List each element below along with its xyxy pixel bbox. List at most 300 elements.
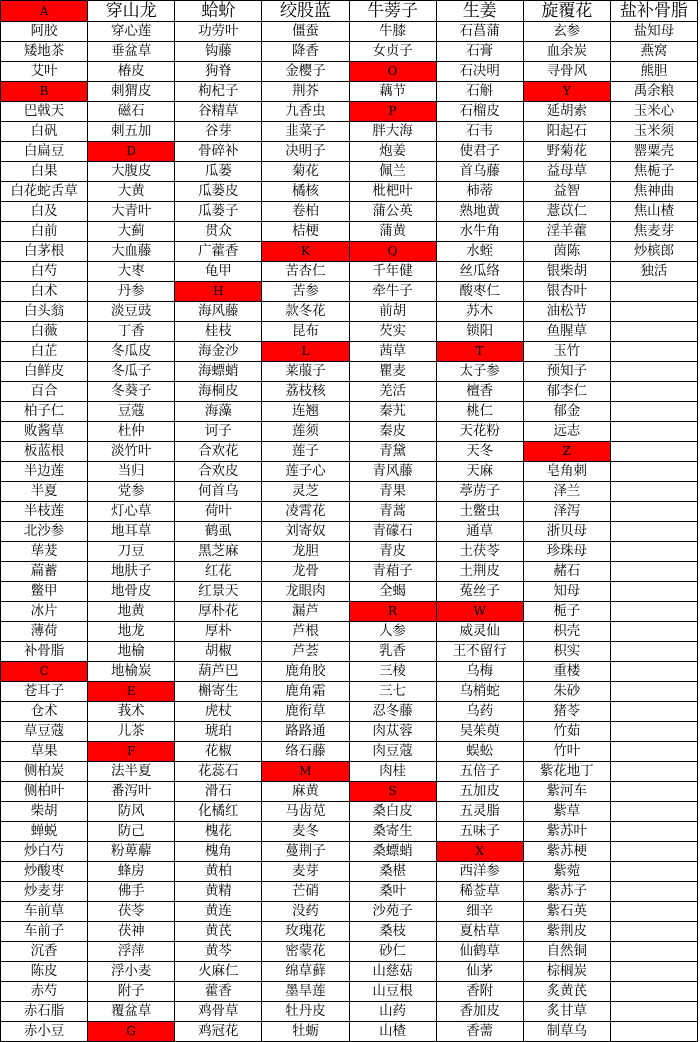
- table-cell: 炒麦芽: [1, 882, 88, 902]
- table-cell: 牵牛子: [349, 282, 436, 302]
- letter-marker-cell: K: [262, 242, 349, 262]
- table-cell: 地骨皮: [88, 582, 175, 602]
- table-cell: 威灵仙: [436, 622, 523, 642]
- letter-marker-cell: M: [262, 762, 349, 782]
- table-cell: 夏枯草: [436, 922, 523, 942]
- table-cell: 皂角刺: [523, 462, 610, 482]
- table-cell: 骨碎补: [175, 142, 262, 162]
- table-cell: 桑枝: [349, 922, 436, 942]
- table-cell: 冬瓜子: [88, 362, 175, 382]
- table-cell: 桑叶: [349, 882, 436, 902]
- table-cell: 藕节: [349, 82, 436, 102]
- table-cell: 合欢花: [175, 442, 262, 462]
- table-row: [1, 962, 698, 982]
- table-row: [1, 982, 698, 1002]
- table-cell: 紫石英: [523, 902, 610, 922]
- table-cell: 赭石: [523, 562, 610, 582]
- table-cell: [610, 282, 697, 302]
- letter-marker-cell: T: [436, 342, 523, 362]
- table-cell: 石榴皮: [436, 102, 523, 122]
- table-cell: 莲子心: [262, 462, 349, 482]
- table-cell: 阳起石: [523, 122, 610, 142]
- table-cell: 覆盆草: [88, 1002, 175, 1022]
- table-cell: 槐花: [175, 822, 262, 842]
- table-cell: 炮姜: [349, 142, 436, 162]
- table-cell: 乌药: [436, 702, 523, 722]
- table-cell: 法半夏: [88, 762, 175, 782]
- table-cell: 西洋参: [436, 862, 523, 882]
- table-cell: 炒槟郎: [610, 242, 697, 262]
- table-cell: 鹿角霜: [262, 682, 349, 702]
- table-cell: 降香: [262, 42, 349, 62]
- letter-marker-cell: F: [88, 742, 175, 762]
- letter-marker-cell: H: [175, 282, 262, 302]
- table-cell: [610, 722, 697, 742]
- table-row: [1, 1022, 698, 1042]
- table-cell: 水牛角: [436, 222, 523, 242]
- table-row: [1, 862, 698, 882]
- table-cell: 赤芍: [1, 982, 88, 1002]
- letter-marker-cell: E: [88, 682, 175, 702]
- table-cell: 厚朴花: [175, 602, 262, 622]
- table-cell: 白扁豆: [1, 142, 88, 162]
- table-cell: 细辛: [436, 902, 523, 922]
- table-cell: 蜈蚣: [436, 742, 523, 762]
- table-cell: 芒硝: [262, 882, 349, 902]
- table-cell: 黄芩: [175, 942, 262, 962]
- table-cell: 鸡骨草: [175, 1002, 262, 1022]
- table-cell: 淫羊藿: [523, 222, 610, 242]
- table-cell: 萹蓄: [1, 562, 88, 582]
- table-cell: 卷柏: [262, 202, 349, 222]
- table-cell: 莱菔子: [262, 362, 349, 382]
- table-cell: 大蓟: [88, 222, 175, 242]
- table-cell: 诃子: [175, 422, 262, 442]
- table-cell: 郁金: [523, 402, 610, 422]
- letter-marker-cell: L: [262, 342, 349, 362]
- table-cell: 荔枝核: [262, 382, 349, 402]
- table-cell: 胡椒: [175, 642, 262, 662]
- table-cell: 土鳖虫: [436, 502, 523, 522]
- table-cell: 当归: [88, 462, 175, 482]
- table-cell: 龙眼肉: [262, 582, 349, 602]
- table-cell: 益母草: [523, 162, 610, 182]
- table-cell: 白芷: [1, 342, 88, 362]
- table-cell: 紫荆皮: [523, 922, 610, 942]
- table-cell: 化橘红: [175, 802, 262, 822]
- table-cell: 荷叶: [175, 502, 262, 522]
- table-cell: 刘寄奴: [262, 522, 349, 542]
- table-cell: 鳖甲: [1, 582, 88, 602]
- table-cell: 大枣: [88, 262, 175, 282]
- table-cell: 野菊花: [523, 142, 610, 162]
- table-cell: 密蒙花: [262, 942, 349, 962]
- table-cell: 猪苓: [523, 702, 610, 722]
- table-cell: [610, 1002, 697, 1022]
- table-cell: 地耳草: [88, 522, 175, 542]
- table-row: [1, 42, 698, 62]
- table-cell: 青蒿: [349, 502, 436, 522]
- table-cell: [610, 642, 697, 662]
- table-cell: 石斛: [436, 82, 523, 102]
- table-cell: 金樱子: [262, 62, 349, 82]
- table-cell: 血余炭: [523, 42, 610, 62]
- table-cell: 大黄: [88, 182, 175, 202]
- table-cell: [610, 922, 697, 942]
- table-cell: 泽兰: [523, 482, 610, 502]
- table-cell: 藿香: [175, 982, 262, 1002]
- table-cell: 棕榈炭: [523, 962, 610, 982]
- table-cell: 天花粉: [436, 422, 523, 442]
- table-cell: 墨旱莲: [262, 982, 349, 1002]
- table-cell: 连翘: [262, 402, 349, 422]
- table-cell: 茵陈: [523, 242, 610, 262]
- table-row: [1, 922, 698, 942]
- table-row: [1, 342, 698, 362]
- table-cell: 海桐皮: [175, 382, 262, 402]
- table-cell: 枇杷叶: [349, 182, 436, 202]
- table-cell: [610, 842, 697, 862]
- table-cell: 乳香: [349, 642, 436, 662]
- table-row: [1, 162, 698, 182]
- letter-marker-cell: G: [88, 1022, 175, 1042]
- table-cell: 郁李仁: [523, 382, 610, 402]
- table-cell: 茯神: [88, 922, 175, 942]
- table-cell: 巴戟天: [1, 102, 88, 122]
- column-header: 绞股蓝: [262, 1, 349, 22]
- table-cell: 黄柏: [175, 862, 262, 882]
- letter-marker-cell: R: [349, 602, 436, 622]
- table-cell: 油松节: [523, 302, 610, 322]
- table-cell: 滑石: [175, 782, 262, 802]
- table-cell: 白术: [1, 282, 88, 302]
- table-cell: 莲须: [262, 422, 349, 442]
- table-row: [1, 822, 698, 842]
- table-cell: 红花: [175, 562, 262, 582]
- table-cell: 女贞子: [349, 42, 436, 62]
- column-header: 蛤蚧: [175, 1, 262, 22]
- table-cell: 炒酸枣: [1, 862, 88, 882]
- letter-marker-cell: B: [1, 82, 88, 102]
- table-cell: 香附: [436, 982, 523, 1002]
- table-cell: 牡丹皮: [262, 1002, 349, 1022]
- table-cell: 龙胆: [262, 542, 349, 562]
- table-cell: 黄芪: [175, 922, 262, 942]
- table-cell: 白矾: [1, 122, 88, 142]
- table-cell: 板蓝根: [1, 442, 88, 462]
- table-row: [1, 1002, 698, 1022]
- table-cell: 地黄: [88, 602, 175, 622]
- table-cell: 枸杞子: [175, 82, 262, 102]
- table-cell: 重楼: [523, 662, 610, 682]
- table-cell: [610, 742, 697, 762]
- table-cell: 桑寄生: [349, 822, 436, 842]
- table-cell: [610, 442, 697, 462]
- table-cell: 紫河车: [523, 782, 610, 802]
- table-cell: 侧柏炭: [1, 762, 88, 782]
- table-row: [1, 422, 698, 442]
- table-cell: 刺五加: [88, 122, 175, 142]
- table-cell: 九香虫: [262, 102, 349, 122]
- table-cell: 通草: [436, 522, 523, 542]
- table-cell: 丁香: [88, 322, 175, 342]
- table-cell: 厚朴: [175, 622, 262, 642]
- table-row: [1, 542, 698, 562]
- table-cell: 五味子: [436, 822, 523, 842]
- table-cell: 青葙子: [349, 562, 436, 582]
- table-cell: 马齿苋: [262, 802, 349, 822]
- table-cell: 蝉蜕: [1, 822, 88, 842]
- table-cell: 香薷: [436, 1022, 523, 1042]
- table-cell: 枳实: [523, 642, 610, 662]
- table-cell: 花椒: [175, 742, 262, 762]
- table-cell: 防己: [88, 822, 175, 842]
- table-row: [1, 202, 698, 222]
- table-cell: 天麻: [436, 462, 523, 482]
- table-cell: [610, 582, 697, 602]
- table-cell: 禹余粮: [610, 82, 697, 102]
- table-cell: 朱砂: [523, 682, 610, 702]
- table-row: [1, 522, 698, 542]
- table-cell: 青黛: [349, 442, 436, 462]
- table-cell: 红景天: [175, 582, 262, 602]
- table-cell: 附子: [88, 982, 175, 1002]
- table-cell: [610, 982, 697, 1002]
- table-cell: [610, 782, 697, 802]
- table-cell: [610, 622, 697, 642]
- table-cell: 荜茇: [1, 542, 88, 562]
- table-cell: 鹿角胶: [262, 662, 349, 682]
- table-cell: 合欢皮: [175, 462, 262, 482]
- table-row: [1, 462, 698, 482]
- table-row: [1, 682, 698, 702]
- table-cell: 粉萆薢: [88, 842, 175, 862]
- table-cell: 络石藤: [262, 742, 349, 762]
- table-cell: 远志: [523, 422, 610, 442]
- column-header: 旋覆花: [523, 1, 610, 22]
- table-cell: 人参: [349, 622, 436, 642]
- table-cell: 茯苓: [88, 902, 175, 922]
- table-cell: 冬瓜皮: [88, 342, 175, 362]
- table-cell: 紫菀: [523, 862, 610, 882]
- table-cell: 陈皮: [1, 962, 88, 982]
- table-cell: 菊花: [262, 162, 349, 182]
- table-row: [1, 582, 698, 602]
- table-cell: 千年健: [349, 262, 436, 282]
- table-cell: 没药: [262, 902, 349, 922]
- table-cell: 三棱: [349, 662, 436, 682]
- table-cell: 罂粟壳: [610, 142, 697, 162]
- table-cell: 浮小麦: [88, 962, 175, 982]
- table-cell: 海金沙: [175, 342, 262, 362]
- table-cell: 白花蛇舌草: [1, 182, 88, 202]
- table-cell: [610, 522, 697, 542]
- table-cell: 瓜蒌: [175, 162, 262, 182]
- table-cell: 檀香: [436, 382, 523, 402]
- table-row: [1, 882, 698, 902]
- table-cell: 败酱草: [1, 422, 88, 442]
- table-cell: 大腹皮: [88, 162, 175, 182]
- table-cell: 荆芥: [262, 82, 349, 102]
- table-cell: 赤石脂: [1, 1002, 88, 1022]
- table-cell: 淡竹叶: [88, 442, 175, 462]
- table-cell: 蜂房: [88, 862, 175, 882]
- table-cell: 白芍: [1, 262, 88, 282]
- table-cell: 狗脊: [175, 62, 262, 82]
- table-cell: 漏芦: [262, 602, 349, 622]
- table-row: [1, 222, 698, 242]
- table-cell: [610, 322, 697, 342]
- letter-marker-cell: X: [436, 842, 523, 862]
- table-row: [1, 102, 698, 122]
- table-cell: 芦根: [262, 622, 349, 642]
- table-cell: 淡豆豉: [88, 302, 175, 322]
- table-cell: [610, 402, 697, 422]
- table-cell: [610, 482, 697, 502]
- table-cell: 半边莲: [1, 462, 88, 482]
- table-cell: 酸枣仁: [436, 282, 523, 302]
- table-row: [1, 402, 698, 422]
- table-cell: 路路通: [262, 722, 349, 742]
- table-cell: 全蝎: [349, 582, 436, 602]
- table-cell: [610, 942, 697, 962]
- table-cell: 麻黄: [262, 782, 349, 802]
- table-cell: 熊胆: [610, 62, 697, 82]
- column-header: 盐补骨脂: [610, 1, 697, 22]
- table-cell: [610, 862, 697, 882]
- table-cell: 五加皮: [436, 782, 523, 802]
- table-cell: 琥珀: [175, 722, 262, 742]
- table-cell: 稀莶草: [436, 882, 523, 902]
- table-cell: 苍耳子: [1, 682, 88, 702]
- table-row: [1, 742, 698, 762]
- table-cell: 丹参: [88, 282, 175, 302]
- table-cell: 地榆炭: [88, 662, 175, 682]
- table-cell: 大青叶: [88, 202, 175, 222]
- table-cell: 自然铜: [523, 942, 610, 962]
- table-cell: 山慈菇: [349, 962, 436, 982]
- table-row: [1, 562, 698, 582]
- table-cell: 白及: [1, 202, 88, 222]
- table-cell: 泽泻: [523, 502, 610, 522]
- table-row: [1, 482, 698, 502]
- table-cell: 黄精: [175, 882, 262, 902]
- table-cell: 钩藤: [175, 42, 262, 62]
- table-cell: 葶苈子: [436, 482, 523, 502]
- table-cell: 银柴胡: [523, 262, 610, 282]
- table-cell: 车前草: [1, 902, 88, 922]
- table-cell: 蒲黄: [349, 222, 436, 242]
- letter-marker-cell: Y: [523, 82, 610, 102]
- table-cell: [610, 602, 697, 622]
- table-cell: 天冬: [436, 442, 523, 462]
- table-row: [1, 722, 698, 742]
- table-cell: 虎杖: [175, 702, 262, 722]
- table-cell: [610, 422, 697, 442]
- table-cell: 首乌藤: [436, 162, 523, 182]
- table-cell: 玉米心: [610, 102, 697, 122]
- table-cell: 龙骨: [262, 562, 349, 582]
- table-cell: 海螵蛸: [175, 362, 262, 382]
- table-cell: [610, 702, 697, 722]
- table-row: [1, 302, 698, 322]
- table-cell: [610, 542, 697, 562]
- table-cell: 绵草藓: [262, 962, 349, 982]
- table-cell: 玉米须: [610, 122, 697, 142]
- table-cell: 瓜蒌皮: [175, 182, 262, 202]
- table-cell: 牛膝: [349, 22, 436, 42]
- table-cell: 芡实: [349, 322, 436, 342]
- table-cell: 地榆: [88, 642, 175, 662]
- table-cell: 杜仲: [88, 422, 175, 442]
- table-cell: 制草乌: [523, 1022, 610, 1042]
- table-cell: 凌霄花: [262, 502, 349, 522]
- table-row: [1, 442, 698, 462]
- table-cell: 玫瑰花: [262, 922, 349, 942]
- table-cell: 白头翁: [1, 302, 88, 322]
- table-row: [1, 642, 698, 662]
- column-header: 穿山龙: [88, 1, 175, 22]
- table-cell: 薏苡仁: [523, 202, 610, 222]
- table-cell: 草果: [1, 742, 88, 762]
- table-cell: 瞿麦: [349, 362, 436, 382]
- table-cell: 延胡索: [523, 102, 610, 122]
- table-row: [1, 142, 698, 162]
- table-cell: 寻骨风: [523, 62, 610, 82]
- table-cell: 槲寄生: [175, 682, 262, 702]
- table-cell: 半枝莲: [1, 502, 88, 522]
- table-cell: 艾叶: [1, 62, 88, 82]
- table-cell: 白薇: [1, 322, 88, 342]
- table-cell: 石韦: [436, 122, 523, 142]
- column-header: 牛蒡子: [349, 1, 436, 22]
- table-cell: 决明子: [262, 142, 349, 162]
- table-cell: 丝瓜络: [436, 262, 523, 282]
- table-cell: [610, 302, 697, 322]
- table-cell: 石膏: [436, 42, 523, 62]
- table-cell: 半夏: [1, 482, 88, 502]
- table-cell: 仙鹤草: [436, 942, 523, 962]
- table-cell: 鸡冠花: [175, 1022, 262, 1042]
- table-cell: 车前子: [1, 922, 88, 942]
- table-cell: 大血藤: [88, 242, 175, 262]
- table-cell: 秦皮: [349, 422, 436, 442]
- table-cell: 土茯苓: [436, 542, 523, 562]
- table-cell: 防风: [88, 802, 175, 822]
- table-cell: 苦杏仁: [262, 262, 349, 282]
- table-row: [1, 802, 698, 822]
- table-cell: 紫苏子: [523, 882, 610, 902]
- table-cell: 补骨脂: [1, 642, 88, 662]
- letter-marker-cell: Q: [349, 242, 436, 262]
- table-cell: 番泻叶: [88, 782, 175, 802]
- table-cell: 赤小豆: [1, 1022, 88, 1042]
- table-cell: 黄连: [175, 902, 262, 922]
- table-cell: 玉竹: [523, 342, 610, 362]
- table-cell: 苏木: [436, 302, 523, 322]
- table-cell: 瓜蒌子: [175, 202, 262, 222]
- table-cell: 石决明: [436, 62, 523, 82]
- table-cell: 广藿香: [175, 242, 262, 262]
- table-cell: 银杏叶: [523, 282, 610, 302]
- table-cell: 白茅根: [1, 242, 88, 262]
- table-cell: 炙黄芪: [523, 982, 610, 1002]
- letter-marker-header: A: [1, 1, 88, 22]
- table-cell: 何首乌: [175, 482, 262, 502]
- table-cell: 桑椹: [349, 862, 436, 882]
- table-row: [1, 702, 698, 722]
- table-cell: 海风藤: [175, 302, 262, 322]
